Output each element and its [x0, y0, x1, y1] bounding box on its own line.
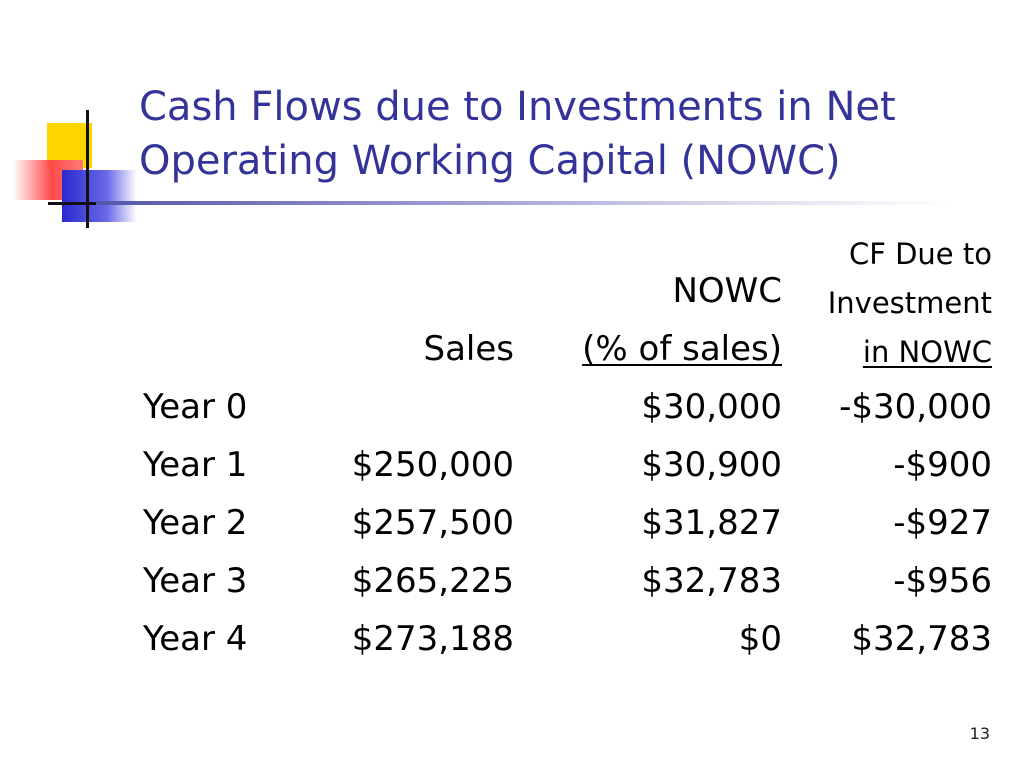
row-label: Year 3: [143, 561, 248, 601]
sales-value: $273,188: [351, 619, 514, 659]
nowc-value: $31,827: [641, 503, 782, 543]
nowc-value: $30,900: [641, 445, 782, 485]
row-label: Year 1: [143, 445, 248, 485]
sales-value: $257,500: [351, 503, 514, 543]
header-nowc-line1: NOWC: [672, 271, 782, 311]
row-label: Year 4: [143, 619, 248, 659]
nowc-value: $30,000: [641, 387, 782, 427]
cf-value: $32,783: [851, 619, 992, 659]
sales-value: $265,225: [351, 561, 514, 601]
row-label: Year 2: [143, 503, 248, 543]
header-nowc-line2: (% of sales): [582, 329, 782, 369]
slide-title-line-2: Operating Working Capital (NOWC): [139, 138, 841, 184]
sales-value: $250,000: [351, 445, 514, 485]
header-sales: Sales: [423, 329, 514, 369]
nowc-value: $0: [738, 619, 782, 659]
cf-value: -$900: [893, 445, 992, 485]
row-label: Year 0: [143, 387, 248, 427]
cf-value: -$30,000: [839, 387, 992, 427]
cf-value: -$927: [893, 503, 992, 543]
header-cf-line1: CF Due to: [848, 237, 992, 271]
page-number: 13: [969, 724, 990, 743]
nowc-value: $32,783: [641, 561, 782, 601]
cf-value: -$956: [893, 561, 992, 601]
header-cf-line2: Investment: [827, 286, 992, 320]
header-cf-line3: in NOWC: [862, 335, 992, 369]
slide-title-line-1: Cash Flows due to Investments in Net: [139, 84, 896, 130]
